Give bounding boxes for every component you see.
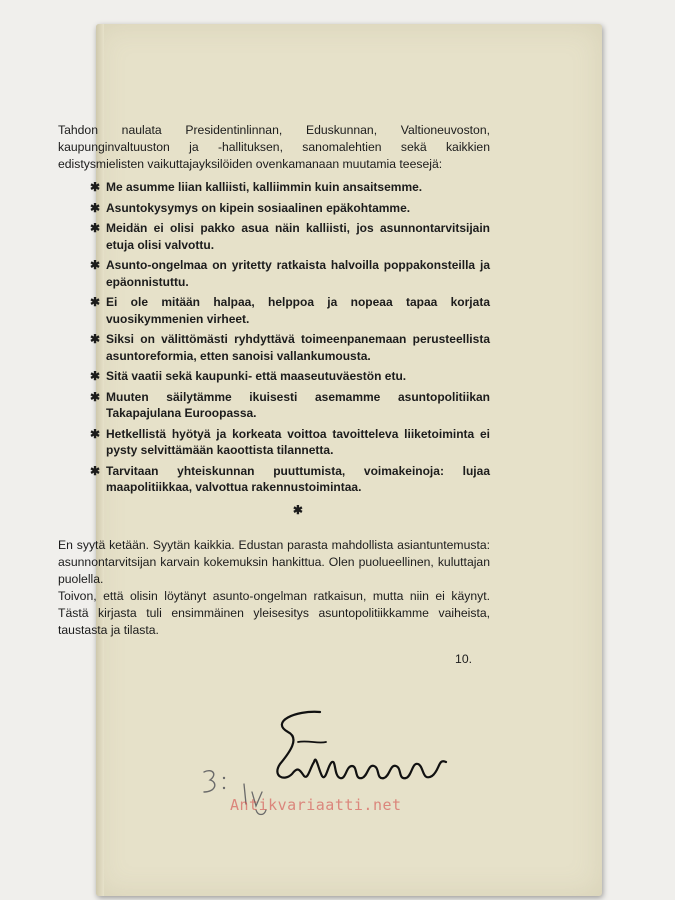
thesis-item [58,463,490,496]
asterisk-bullet-icon: ✱ [90,221,101,235]
thesis-item [58,389,490,422]
intro-paragraph: Tahdon naulata Presidentinlinnan, Eduskunnan, Valtioneuvoston, kaupunginvaltuuston ja -hallituksen, sanomalehtien sekä kaikkien edistysmielisten vaikuttajayksilöiden ovenkamanaan muutamia teesejä: [58,123,490,171]
thesis-text: Muuten säilytämme ikuisesti asemamme asuntopolitiikan Takapajulana Euroopassa. [106,389,490,420]
thesis-text: Asunto-ongelmaa on yritetty ratkaista halvoilla poppakonsteilla ja epäonnistuttu. [106,258,490,289]
thesis-text: Me asumme liian kalliisti, kalliimmin kuin ansaitsemme. [106,180,423,194]
asterisk-bullet-icon: ✱ [90,180,101,194]
theses-list [58,179,490,496]
cover-text [58,122,490,668]
thesis-text: Meidän ei olisi pakko asua näin kalliisti, jos asunnontarvitsijain etuja olisi valvottu. [106,221,490,252]
thesis-text: Tarvitaan yhteiskunnan puuttumista, voimakeinoja: lujaa maapolitiikkaa, valvottua rakennustoimintaa. [106,463,490,494]
asterisk-bullet-icon: ✱ [90,426,101,441]
asterisk-bullet-icon: ✱ [90,369,101,383]
asterisk-bullet-icon: ✱ [90,463,101,478]
asterisk-bullet-icon: ✱ [90,200,101,215]
thesis-item [58,257,490,290]
thesis-item [58,294,490,327]
asterisk-bullet-icon: ✱ [90,295,101,309]
page-number: 10. [455,651,472,666]
thesis-text: Sitä vaatii sekä kaupunki- että maaseutuväestön etu. [106,369,407,383]
thesis-text: Hetkellistä hyötyä ja korkeata voittoa tavoitteleva liiketoiminta ei pysty selvittämään kaoottista tilannetta. [106,426,490,457]
thesis-item [58,331,490,364]
separator-asterisk-icon: ✱ [292,502,304,517]
asterisk-bullet-icon: ✱ [90,258,101,272]
paragraph-hope: Toivon, että olisin löytänyt asunto-ongelman ratkaisun, mutta niin ei käynyt. Tästä kirjasta tuli ensimmäinen yleisesitys asuntopolitiikkamme vaiheista, taustasta ja tilasta. [58,588,490,637]
thesis-item [58,200,490,217]
asterisk-bullet-icon: ✱ [90,332,101,346]
thesis-item [58,179,490,196]
watermark: Antikvariaatti.net [230,796,402,814]
thesis-item [58,220,490,253]
thesis-item [58,368,490,385]
thesis-item [58,426,490,459]
asterisk-bullet-icon: ✱ [90,389,101,404]
thesis-text: Ei ole mitään halpaa, helppoa ja nopeaa tapaa korjata vuosikymmenien virheet. [106,295,490,326]
thesis-text: Asuntokysymys on kipein sosiaalinen epäkohtamme. [106,200,411,215]
thesis-text: Siksi on välittömästi ryhdyttävä toimeenpanemaan perusteellista asuntoreformia, etten sanoisi vallankumousta. [106,332,490,363]
paragraph-accusation: En syytä ketään. Syytän kaikkia. Edustan parasta mahdollista asiantuntemusta: asunnontarvitsijan karvain kokemuksin hankittua. Olen puolueellinen, kuluttajan puolella. [58,537,490,586]
